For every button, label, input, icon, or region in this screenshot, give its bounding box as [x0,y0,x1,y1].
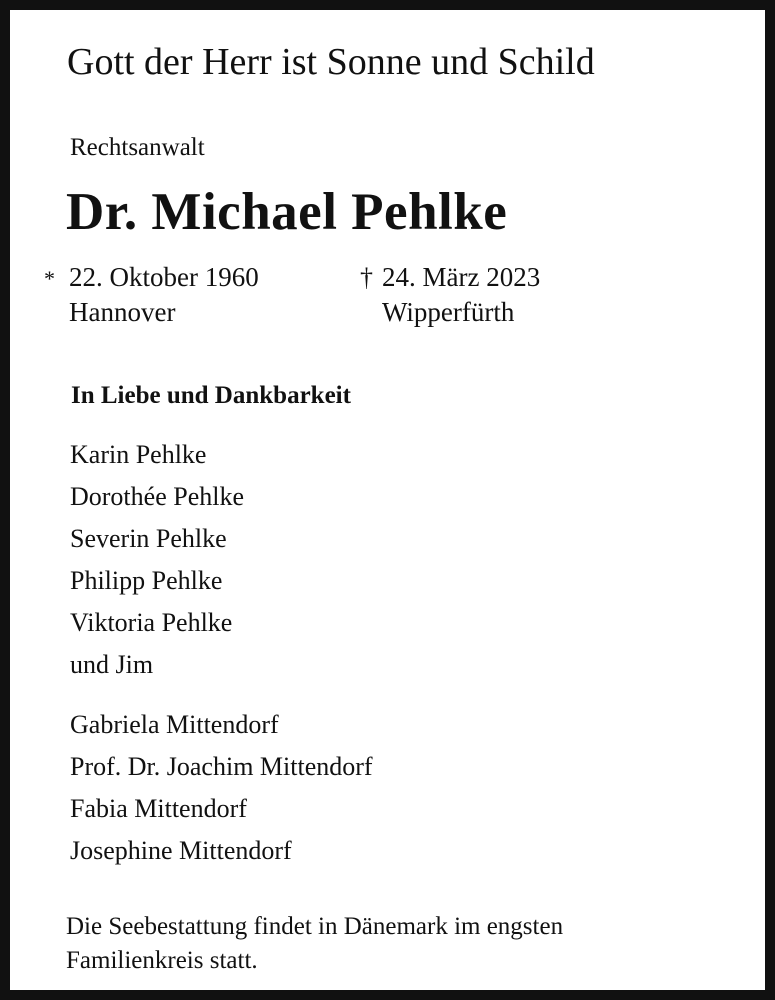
mourner-name: Josephine Mittendorf [70,836,292,865]
mourner-name: Prof. Dr. Joachim Mittendorf [70,752,373,781]
burial-notice-line-1: Die Seebestattung findet in Dänemark im engsten [66,913,564,940]
death-date: 24. März 2023 [382,262,541,292]
death-place: Wipperfürth [382,297,515,327]
mourner-name: Fabia Mittendorf [70,794,247,823]
death-cross-icon: † [360,263,373,292]
birth-place: Hannover [69,297,176,327]
mourners-list-relatives [70,704,373,872]
deceased-name: Dr. Michael Pehlke [66,183,508,241]
mourner-name: Gabriela Mittendorf [70,710,279,739]
dedication-heading: In Liebe und Dankbarkeit [71,382,351,409]
mourner-name: Viktoria Pehlke [70,608,233,637]
profession-label: Rechtsanwalt [70,134,205,161]
mourners-list-family [70,434,244,686]
mourner-name: und Jim [70,650,154,679]
burial-notice [66,910,563,978]
mourner-name: Dorothée Pehlke [70,482,245,511]
birth-star-icon: * [44,266,55,291]
mourner-name: Karin Pehlke [70,440,207,469]
burial-notice-line-2: Familienkreis statt. [66,947,258,974]
mourner-name: Philipp Pehlke [70,566,223,595]
birth-date: 22. Oktober 1960 [69,262,259,292]
motto-verse: Gott der Herr ist Sonne und Schild [67,41,595,83]
mourner-name: Severin Pehlke [70,524,227,553]
